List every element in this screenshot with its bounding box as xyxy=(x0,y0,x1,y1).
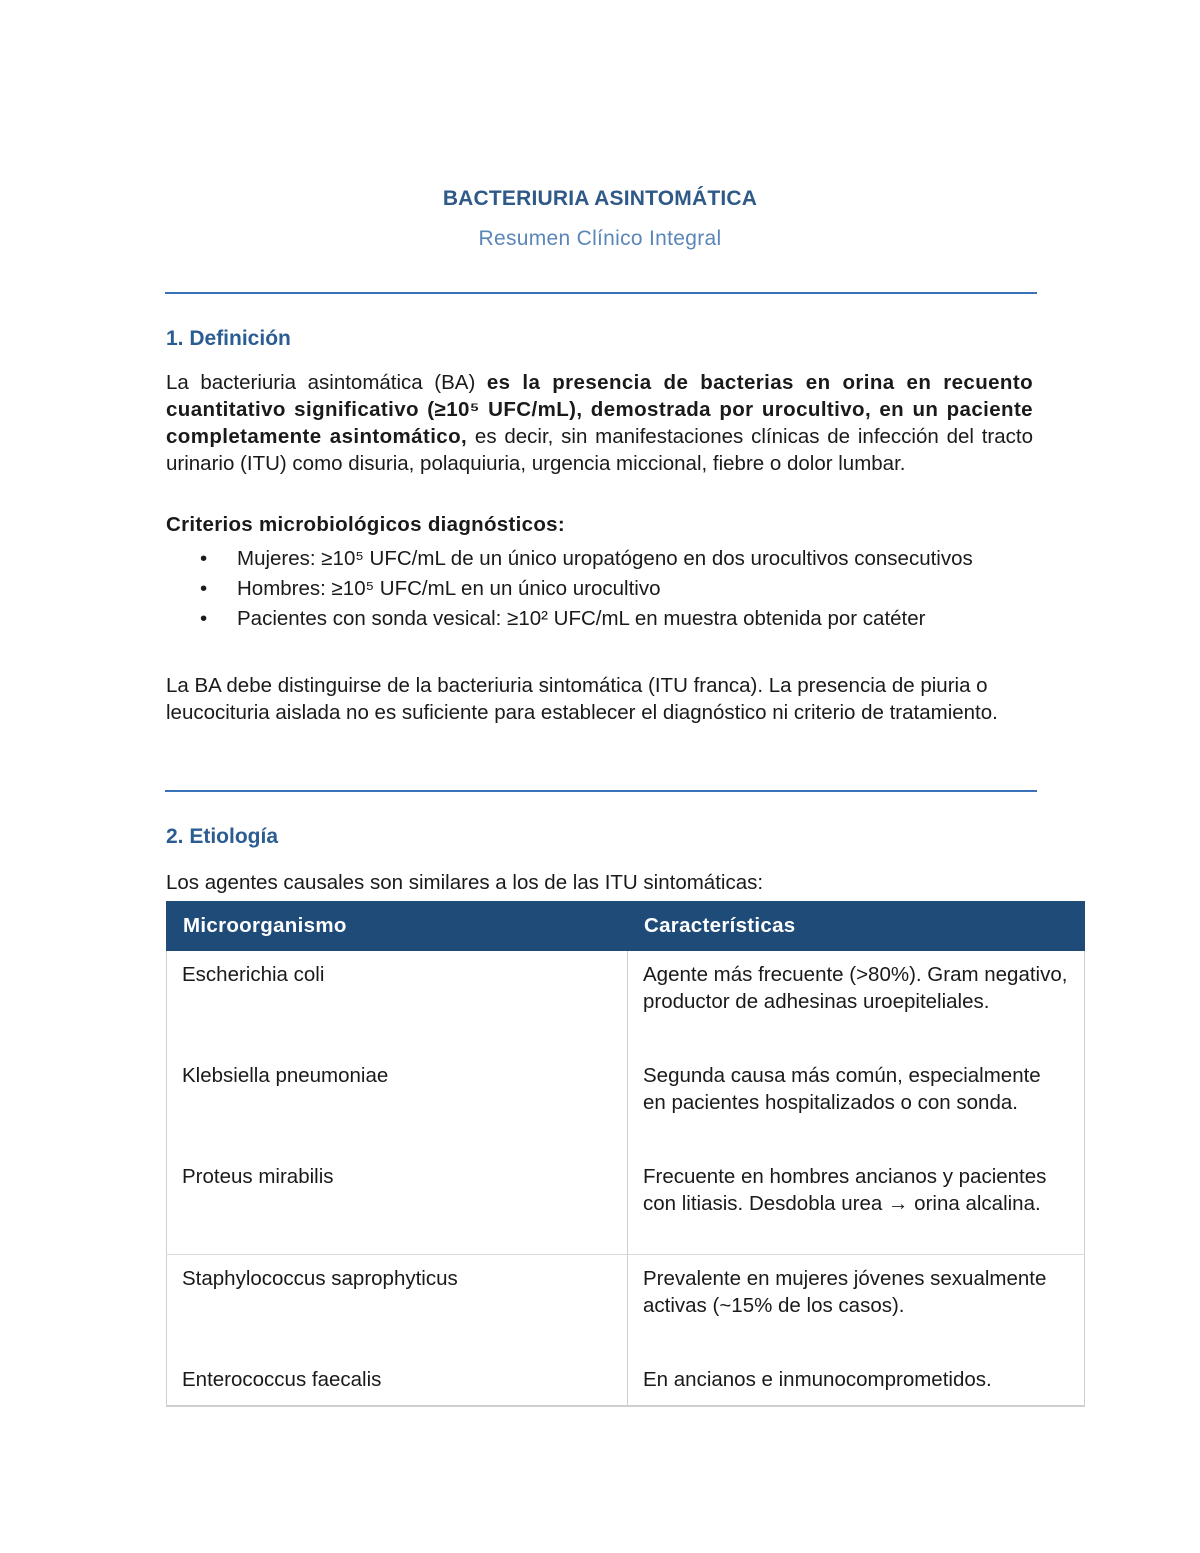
etiology-table xyxy=(166,901,1085,1407)
list-item xyxy=(166,605,1046,632)
table-cell-characteristics: En ancianos e inmunocomprometidos. xyxy=(628,1356,1085,1406)
criteria-list xyxy=(166,545,1046,635)
bullet-glyph: • xyxy=(200,547,208,570)
column-header-microorganism: Microorganismo xyxy=(167,902,628,951)
section-divider xyxy=(165,292,1037,294)
document-title: BACTERIURIA ASINTOMÁTICA xyxy=(442,187,758,210)
table-cell-organism: Escherichia coli xyxy=(167,951,628,1053)
criteria-text: Hombres: ≥10⁵ UFC/mL en un único urocultivo xyxy=(237,577,661,600)
table-cell-organism: Klebsiella pneumoniae xyxy=(167,1052,628,1153)
table-cell-characteristics: Prevalente en mujeres jóvenes sexualmente activas (~15% de los casos). xyxy=(628,1255,1085,1357)
section-heading-etiologia: 2. Etiología xyxy=(166,825,279,848)
bullet-glyph: • xyxy=(200,607,208,630)
etiology-intro: Los agentes causales son similares a los de las ITU sintomáticas: xyxy=(166,871,764,894)
table-cell-organism: Proteus mirabilis xyxy=(167,1153,628,1255)
section-heading-definicion: 1. Definición xyxy=(166,327,291,350)
table-row xyxy=(167,1356,1085,1406)
definition-text-end: es decir, sin manifestaciones clínicas de infección del tracto urinario (ITU) como disuria, polaquiuria, urgencia miccional, fiebre o dolor lumbar. xyxy=(166,425,1033,475)
table-cell-characteristics: Segunda causa más común, especialmente en pacientes hospitalizados o con sonda. xyxy=(628,1052,1085,1153)
table-cell-characteristics: Frecuente en hombres ancianos y pacientes con litiasis. Desdobla urea → orina alcalina. xyxy=(628,1153,1085,1255)
table-row xyxy=(167,1052,1085,1153)
definition-paragraph xyxy=(166,369,1033,477)
document-subtitle: Resumen Clínico Integral xyxy=(478,227,722,250)
column-header-characteristics: Características xyxy=(628,902,1085,951)
definition-text-start: La bacteriuria asintomática (BA) xyxy=(166,371,487,394)
criteria-text: Mujeres: ≥10⁵ UFC/mL de un único uropatógeno en dos urocultivos consecutivos xyxy=(237,547,973,570)
list-item xyxy=(166,545,1046,572)
table-header-row xyxy=(167,902,1085,951)
table-row xyxy=(167,951,1085,1053)
table-cell-organism: Enterococcus faecalis xyxy=(167,1356,628,1406)
closing-paragraph: La BA debe distinguirse de la bacteriuria sintomática (ITU franca). La presencia de piuria o leucocituria aislada no es suficiente para establecer el diagnóstico ni criterio de tratamiento. xyxy=(166,674,998,724)
section-divider xyxy=(165,790,1037,792)
table-row xyxy=(167,1153,1085,1255)
bullet-glyph: • xyxy=(200,577,208,600)
definition-bold-text: es la presencia de bacterias en orina en recuento cuantitativo significativo (≥10⁵ UFC/mL), demostrada por urocultivo, en un paciente completamente asintomático, xyxy=(166,371,1033,448)
table-cell-organism: Staphylococcus saprophyticus xyxy=(167,1255,628,1357)
list-item xyxy=(166,575,1046,602)
table-row xyxy=(167,1255,1085,1357)
criteria-label: Criterios microbiológicos diagnósticos: xyxy=(166,513,565,536)
criteria-text: Pacientes con sonda vesical: ≥10² UFC/mL en muestra obtenida por catéter xyxy=(237,607,926,630)
table-cell-characteristics: Agente más frecuente (>80%). Gram negativo, productor de adhesinas uroepiteliales. xyxy=(628,951,1085,1053)
